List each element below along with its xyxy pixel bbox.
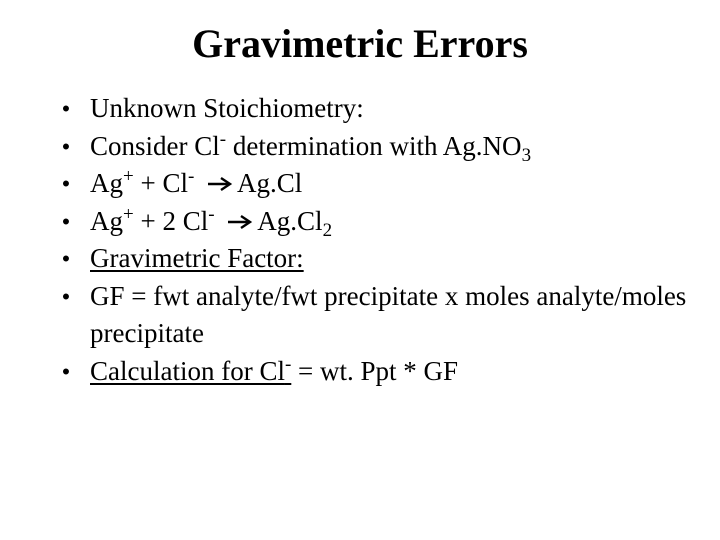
bullet-text-part: Calculation for Cl [90, 355, 285, 386]
reactant: Ag [90, 168, 123, 198]
reactant: + 2 Cl [133, 205, 209, 236]
bullet-text: GF = fwt analyte/fwt precipitate x moles analyte/moles precipitate [90, 280, 687, 348]
bullet-item-unknown-stoichiometry [56, 90, 696, 128]
bullet-text: Unknown Stoichiometry: [90, 93, 364, 123]
product: Ag.Cl [257, 205, 323, 236]
bullet-item-gravimetric-factor [56, 240, 696, 278]
superscript: - [208, 203, 215, 225]
bullet-item-consider-cl [56, 128, 696, 166]
bullet-icon: • [62, 358, 70, 384]
underlined-text [90, 353, 292, 386]
bullet-text-part: Consider Cl [90, 130, 220, 161]
bullet-text: Gravimetric Factor: [90, 243, 304, 273]
bullet-text-part: determination with Ag.NO [226, 130, 522, 161]
bullet-icon: • [62, 246, 70, 271]
right-arrow-icon [207, 176, 233, 192]
bullet-item-reaction-1 [56, 165, 696, 203]
right-arrow-icon [227, 214, 253, 230]
product: Ag.Cl [237, 168, 303, 198]
bullet-icon: • [62, 283, 70, 309]
bullet-text-part: = wt. Ppt * GF [291, 355, 459, 386]
bullet-icon: • [62, 171, 70, 196]
bullet-list [56, 90, 696, 390]
slide-title: Gravimetric Errors [192, 21, 528, 66]
superscript: + [123, 203, 134, 225]
bullet-item-gf-formula [56, 278, 696, 353]
superscript: - [187, 166, 195, 187]
superscript: - [219, 128, 227, 150]
bullet-icon: • [62, 208, 70, 234]
superscript: - [284, 353, 292, 375]
bullet-item-reaction-2 [56, 203, 696, 241]
bullet-icon: • [62, 133, 70, 159]
bullet-item-calculation [56, 353, 696, 391]
superscript: + [123, 166, 134, 187]
bullet-icon: • [62, 96, 70, 121]
reactant: Ag [90, 205, 123, 236]
reactant: + Cl [133, 168, 188, 198]
subscript: 2 [322, 219, 333, 241]
subscript: 3 [521, 144, 532, 166]
